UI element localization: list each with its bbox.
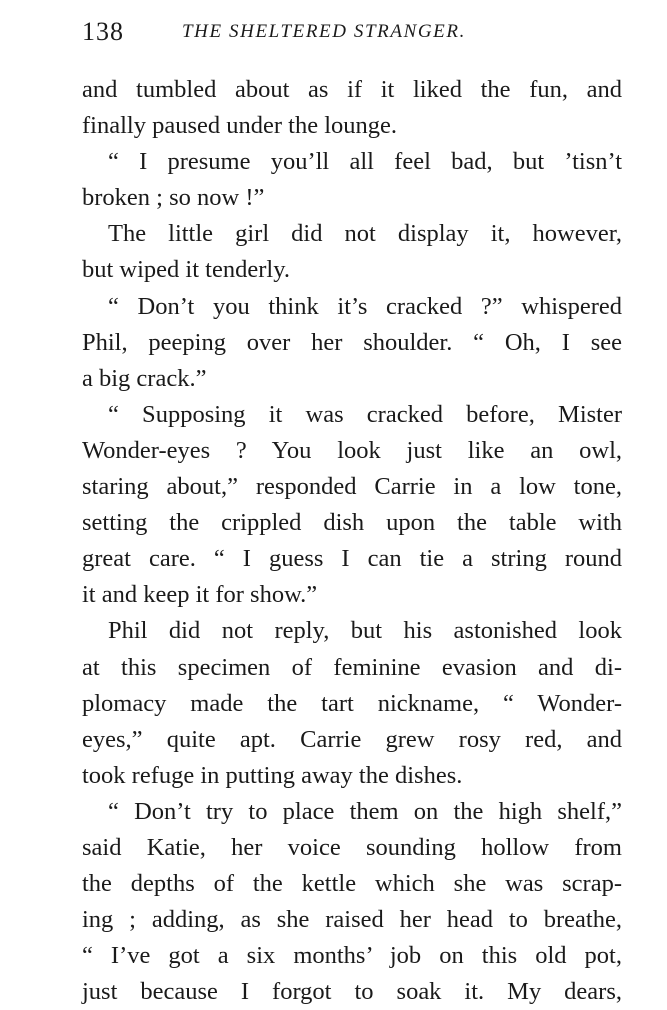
- text-line: a big crack.”: [82, 364, 207, 392]
- text-line: “ Supposing it was cracked before, Mister: [108, 400, 622, 428]
- text-line: and tumbled about as if it liked the fun, and: [82, 76, 622, 103]
- text-line: setting the crippled dish upon the table with: [82, 509, 622, 537]
- text-line: great care. “ I guess I can tie a string round: [82, 545, 622, 573]
- text-line: but wiped it tenderly.: [82, 256, 290, 284]
- text-line: Phil did not reply, but his astonished look: [108, 617, 622, 645]
- text-line: broken ; so now !”: [82, 184, 265, 212]
- text-line: staring about,” responded Carrie in a low tone,: [82, 473, 622, 501]
- text-line: Phil, peeping over her shoulder. “ Oh, I see: [82, 328, 622, 356]
- text-line: “ Don’t try to place them on the high shelf,”: [108, 797, 622, 825]
- text-line: Wonder-eyes ? You look just like an owl,: [82, 436, 622, 464]
- text-line: “ Don’t you think it’s cracked ?” whispered: [108, 292, 622, 320]
- text-line: eyes,” quite apt. Carrie grew rosy red, and: [82, 725, 622, 753]
- text-line: finally paused under the lounge.: [82, 112, 398, 140]
- text-line: just because I forgot to soak it. My dears,: [82, 978, 622, 1006]
- text-line: it and keep it for show.”: [82, 581, 318, 609]
- text-line: “ I’ve got a six months’ job on this old pot,: [82, 942, 622, 970]
- text-line: “ I presume you’ll all feel bad, but ’tisn’t: [108, 148, 622, 176]
- body-text: [82, 72, 622, 1010]
- text-line: the depths of the kettle which she was scrap-: [82, 870, 622, 898]
- text-line: The little girl did not display it, however,: [108, 220, 622, 248]
- text-line: ing ; adding, as she raised her head to breathe,: [82, 906, 622, 934]
- running-head: THE SHELTERED STRANGER.: [182, 21, 466, 42]
- text-line: took refuge in putting away the dishes.: [82, 761, 463, 789]
- page-header: [82, 14, 622, 50]
- text-line: said Katie, her voice sounding hollow from: [82, 833, 622, 861]
- page-number: 138: [82, 17, 124, 46]
- text-line: at this specimen of feminine evasion and di-: [82, 653, 622, 681]
- text-line: plomacy made the tart nickname, “ Wonder-: [82, 689, 622, 717]
